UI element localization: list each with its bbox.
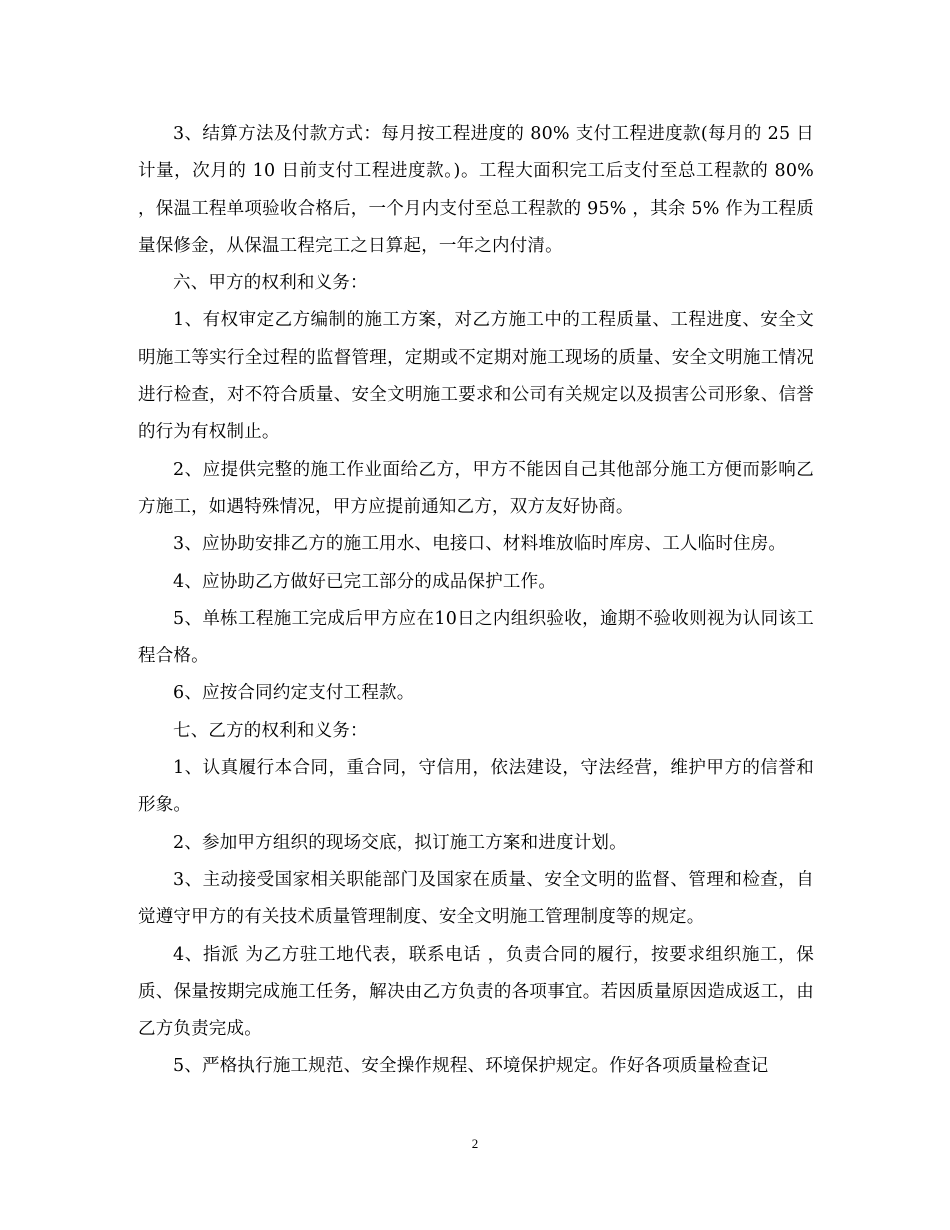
page-number: 2 bbox=[471, 1136, 479, 1151]
paragraph-party-a-5: 5、单栋工程施工完成后甲方应在10日之内组织验收，逾期不验收则视为认同该工程合格。 bbox=[138, 608, 814, 667]
paragraph-payment-terms: 3、结算方法及付款方式：每月按工程进度的 80% 支付工程进度款(每月的 25 日计量，次月的 10 日前支付工程进度款。)。工程大面积完工后支付至总工程款的 80% ，保温工程单项验收合格后，一个月内支付至总工程款的 95% ，其余 5% 作为工程质量保修金，从保温工程完工之日算起，一年之内付清。 bbox=[138, 124, 814, 256]
paragraph-party-b-5: 5、严格执行施工规范、安全操作规程、环境保护规定。作好各项质量检查记 bbox=[173, 1056, 769, 1077]
paragraph-party-a-6: 6、应按合同约定支付工程款。 bbox=[173, 683, 415, 704]
paragraph-party-b-1: 1、认真履行本合同，重合同，守信用，依法建设，守法经营，维护甲方的信誉和 形象。 bbox=[138, 758, 814, 816]
paragraph-party-b-2: 2、参加甲方组织的现场交底，拟订施工方案和进度计划。 bbox=[173, 832, 627, 853]
paragraph-party-a-1: 1、有权审定乙方编制的施工方案，对乙方施工中的工程质量、工程进度、安全文明施工等实行全过程的监督管理，定期或不定期对施工现场的质量、安全文明施工情况进行检查，对不符合质量、安全文明施工要求和公司有关规定以及损害公司形象、信誉的行为有权制止。 bbox=[138, 310, 814, 443]
paragraph-party-b-4: 4、指派 为乙方驻工地代表，联系电话 ，负责合同的履行，按要求组织施工，保质、保量按期完成施工任务，解决由乙方负责的各项事宜。若因质量原因造成返工，由乙方负责完成。 bbox=[138, 944, 814, 1040]
document-body bbox=[138, 116, 814, 1086]
paragraph-party-a-3: 3、应协助安排乙方的施工用水、电接口、材料堆放临时库房、工人临时住房。 bbox=[173, 534, 787, 555]
paragraph-party-b-3: 3、主动接受国家相关职能部门及国家在质量、安全文明的监督、管理和检查，自觉遵守甲方的有关技术质量管理制度、安全文明施工管理制度等的规定。 bbox=[138, 869, 814, 928]
heading-party-b-rights: 七、乙方的权利和义务： bbox=[173, 720, 368, 741]
heading-party-a-rights: 六、甲方的权利和义务： bbox=[173, 273, 368, 294]
paragraph-party-a-4: 4、应协助乙方做好已完工部分的成品保护工作。 bbox=[173, 571, 557, 592]
paragraph-party-a-2: 2、应提供完整的施工作业面给乙方，甲方不能因自己其他部分施工方便而影响乙方施工，如遇特殊情况，甲方应提前通知乙方，双方友好协商。 bbox=[138, 459, 814, 517]
